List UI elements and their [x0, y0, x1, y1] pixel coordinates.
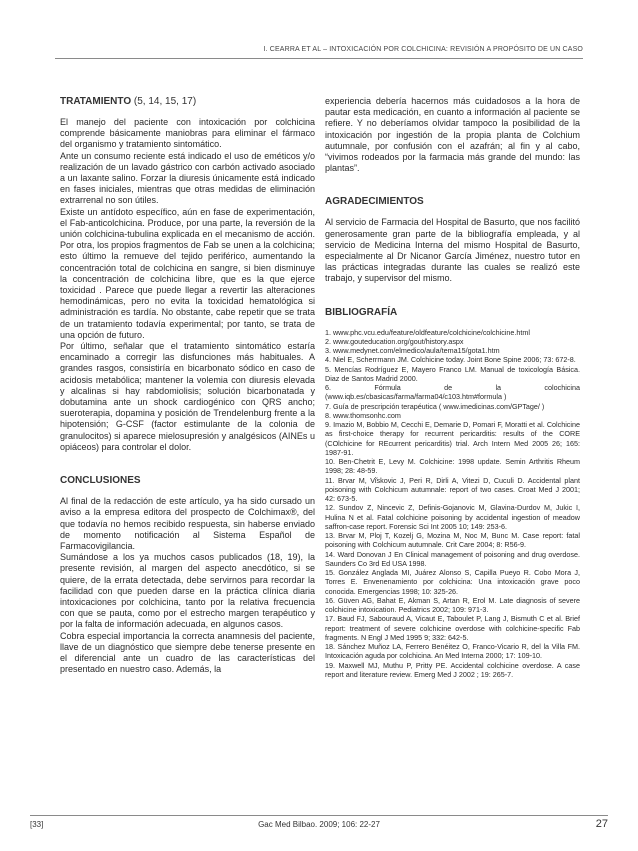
reference-item: 18. Sánchez Muñoz LA, Ferrero Benéitez O, Franco-Vicario R, del la Villa FM. Intoxicación aguda por colchicina. An Med Interna 2000; 17: 109-10.	[325, 642, 580, 661]
header-rule	[55, 58, 583, 59]
tratamiento-paragraph-1: El manejo del paciente con intoxicación por colchicina comprende básicamente maniobras para eliminar el fármaco del organismo y tratamiento sintomático.	[60, 117, 315, 150]
footer-page-code: [33]	[30, 820, 44, 829]
continuation-paragraph: experiencia debería hacernos más cuidadosos a la hora de pautar esta medicación, en cuanto a información al paciente se refiere. Y no deberíamos olvidar tampoco la posibilidad de la intoxicación por ingestión de la propia planta de Colchium autumnale, por confusión con el azafrán; al fin y al cabo, “vivimos rodeados por la farmacia más grande del mundo: las plantas”.	[325, 96, 580, 174]
tratamiento-title: TRATAMIENTO	[60, 96, 132, 107]
reference-item: 3. www.medynet.com/elmedico/aula/tema15/gota1.htm	[325, 346, 500, 356]
conclusiones-paragraph-1: Al final de la redacción de este artículo, ya ha sido cursado un aviso a la empresa editora del prospecto de Colchimax®, del que todavía no hemos recibido respuesta, sin haberse enviado de momento notificación al Sistema Español de Farmacovigilancia.	[60, 496, 315, 551]
reference-item: 7. Guía de prescripción terapéutica ( www.imedicinas.com/GPTage/ )	[325, 401, 545, 411]
bibliografia-heading: BIBLIOGRAFÍA	[325, 306, 398, 318]
reference-item: 14. Ward Donovan J En Clinical management of poisoning and drug overdose. Saunders Co 3rd Ed USA 1998.	[325, 549, 580, 568]
conclusiones-paragraph-2: Sumándose a los ya muchos casos publicados (18, 19), la presente revisión, al margen del aspecto anecdótico, si se quiere, de la errata detectada, debe servirnos para recordar la facilidad con que pueden darse en la práctica clínica diaria intoxicaciones por colchicina, tanto por la relativa frecuencia con que se pauta, como por el estrecho margen terapéutico y por la falta de información adecuada, en algunos casos.	[60, 552, 315, 630]
conclusiones-heading: CONCLUSIONES	[60, 475, 141, 487]
reference-item: 19. Maxwell MJ, Muthu P, Pritty PE. Accidental colchicine overdose. A case report and literature review. Emerg Med J 2002 ; 19: 265-7.	[325, 660, 580, 679]
reference-item: 13. Brvar M, Ploj T, Kozelj G, Mozina M, Noc M, Bunc M. Case report: fatal poisoning with Colchicum autumnale. Crit Care 2004; 8: R56-9.	[325, 531, 580, 550]
reference-item: 8. www.thomsonhc.com	[325, 410, 401, 420]
reference-item: 16. Güven AG, Bahat E, Akman S, Artan R, Erol M. Late diagnosis of severe colchicine intoxication. Pediatrics 2002; 109: 971-3.	[325, 595, 580, 615]
running-title: I. CEARRA ET AL – INTOXICACIÓN POR COLCHICINA: REVISIÓN A PROPÓSITO DE UN CASO	[263, 46, 583, 53]
reference-item: 12. Sundov Z, Nincevic Z, Definis-Gojanovic M, Glavina-Durdov M, Jukic I, Hulina N et al. Fatal colchicine poisoning by accidental ingestion of meadow saffron-case report. Forensic Sci Int 2005 10; 149: 253-6.	[325, 503, 580, 531]
footer-rule	[30, 815, 608, 816]
reference-item: 2. www.gouteducation.org/gout/history.aspx	[325, 336, 464, 346]
agradecimientos-heading: AGRADECIMIENTOS	[325, 196, 424, 208]
reference-item: 4. Niel E, Scherrmann JM. Colchicine today. Joint Bone Spine 2006; 73: 672-8.	[325, 355, 576, 365]
reference-item: 10. Ben-Chetrit E, Levy M. Colchicine: 1998 update. Semin Arthritis Rheum 1998; 28: 48-59.	[325, 457, 580, 476]
tratamiento-paragraph-3: Existe un antídoto específico, aún en fase de experimentación, el Fab-anticolchicina. Produce, por una parte, la reversión de la unión colchicina-tubulina explicada en el mecanismo de acción. Por otra, los propios fragmentos de Fab se unen a la colchicina; esto último la remueve del tejido periférico, aumentando la concentración total de colchicina en sangre, si bien disminuye la concentración de colchicina libre, que es la que ejerce toxicidad . Parece que puede llegar a revertir las alteraciones hemodinámicas, pero no evita la toxicidad hematológica si administración es tardía. No obstante, cabe repetir que se trata de un tratamiento todavía experimental; por tanto, se trata de una opción de futuro.	[60, 206, 315, 340]
reference-item: 17. Baud FJ, Sabouraud A, Vicaut E, Taboulet P, Lang J, Bismuth C et al. Brief report: treatment of severe colchicine overdose with colchicine-specific Fab fragments. N Engl J Med 1995 9; 332: 642-5.	[325, 614, 580, 642]
tratamiento-heading	[60, 96, 315, 107]
right-column	[325, 96, 580, 679]
reference-item: 5. Mencías Rodríguez E, Mayero Franco LM. Manual de toxicología Básica. Diaz de Santos Madrid 2000.	[325, 364, 580, 383]
conclusiones-paragraph-3: Cobra especial importancia la correcta anamnesis del paciente, llave de un diagnóstico que siempre debe tenerse presente en el diferencial ante un cuadro de las características del presentado en nuestro caso. Además, la	[60, 630, 315, 675]
tratamiento-refs: (5, 14, 15, 17)	[133, 96, 197, 107]
reference-item: 9. Imazio M, Bobbio M, Cecchi E, Demarie D, Pomari F, Moratti et al. Colchicine as first-choice therapy for recurrent pericarditis: results of the CORE (COlchicine for REcurrent pericarditis) trial. Arch Intern Med 2005 26; 165: 1987-91.	[325, 420, 580, 457]
agradecimientos-paragraph: Al servicio de Farmacia del Hospital de Basurto, que nos facilitó generosamente gran parte de la bibliografía empleada, y al servicio de Medicina Interna del mismo Hospital de Basurto, especialmente al Dr Nicanor García Jiménez, nuestro tutor en las prácticas integradas durante las cuales se realizó este trabajo, y supervisor del mismo.	[325, 217, 580, 284]
reference-item: 1. www.phc.vcu.edu/feature/oldfeature/colchicine/colchicine.html	[325, 327, 530, 337]
page-number: 27	[595, 818, 608, 830]
tratamiento-paragraph-2: Ante un consumo reciente está indicado el uso de eméticos y/o realización de un lavado gástrico con carbón activado asociado a un laxante salino. Forzar la diuresis únicamente está indicado en fases iniciales, mientras que otras medidas de eliminación extrarrenal no son útiles.	[60, 150, 315, 206]
tratamiento-paragraph-4: Por último, señalar que el tratamiento sintomático estaría encaminado a corregir las disfunciones más habituales. A grandes rasgos, consistiría en bicarbonato sódico en caso de acidosis metabólica; mantener la volemia con diuresis elevada y alcalinas si hay rabdomiolisis; solución bicarbonatada y dobutamina ante un shock cardiogénico con QRS ancho; sueroterapia, dopamina y posición de Trendelenburg frente a la hipotensión; G-CSF (factor estimulante de la colonia de granulocitos) si aparece mielosupresión y analgésicos (AINEs u opiáceos) para controlar el dolor.	[60, 341, 315, 452]
reference-item: 6. Fórmula de la colochicina (www.iqb.es/cbasicas/farma/farma04/c103.htm#formula )	[325, 383, 580, 402]
reference-list	[325, 328, 580, 680]
left-column	[60, 96, 315, 675]
reference-item: 15. González Anglada MI, Juárez Alonso S, Capilla Pueyo R. Cobo Mora J, Torres E. Envenenamiento por colchicina: Una intoxicación grave poco conocida. Emergencias 1998; 10: 325-26.	[325, 568, 580, 596]
footer-citation: Gac Med Bilbao. 2009; 106: 22-27	[258, 820, 380, 829]
reference-item: 11. Brvar M, Vi̇̌skovic J, Peri R, Dirli A, Vitezi D, Cuculi D. Accidental plant poisoning with Colchicum autumnale: report of two cases. Croat Med J 2001; 42: 673-5.	[325, 475, 580, 504]
